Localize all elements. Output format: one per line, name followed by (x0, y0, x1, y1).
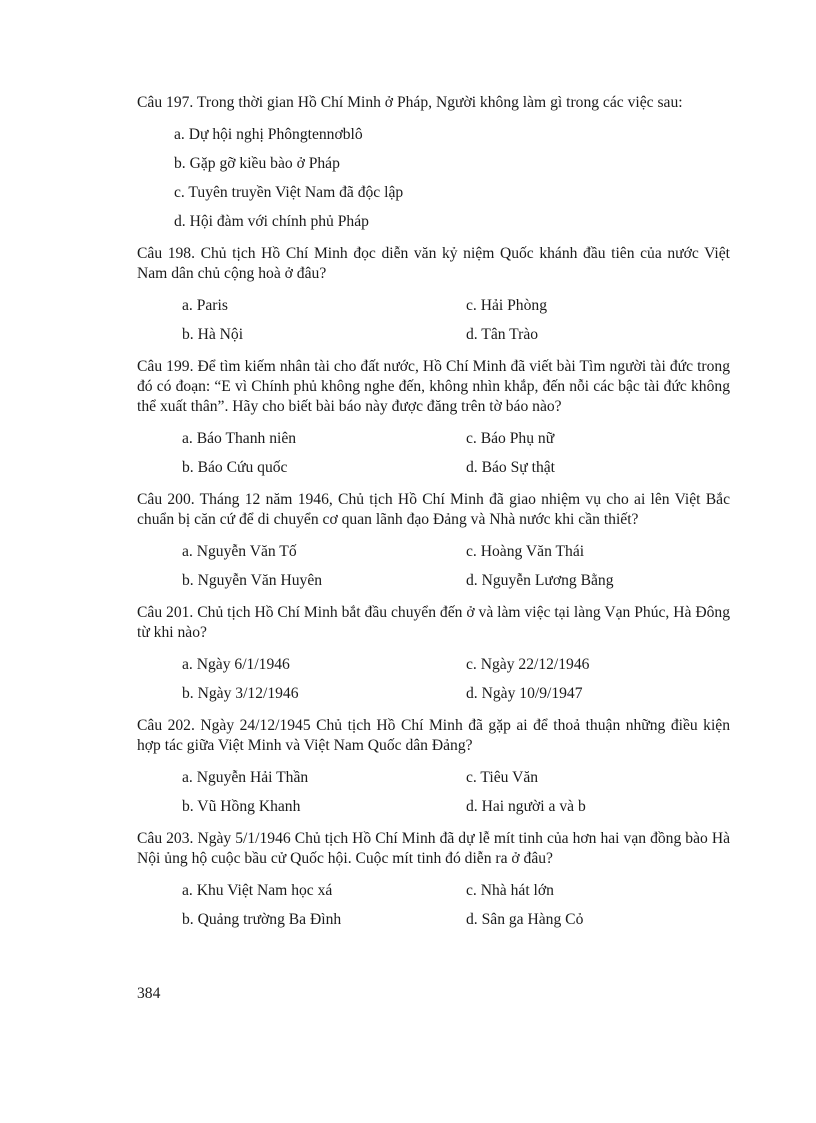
option-c: c. Báo Phụ nữ (466, 430, 555, 447)
question-199 (137, 357, 730, 482)
option-a: a. Dự hội nghị Phôngtennơblô (174, 126, 363, 143)
option-d: d. Tân Trào (466, 326, 539, 343)
question-197 (137, 93, 730, 236)
option-b: b. Vũ Hồng Khanh (182, 798, 301, 815)
answer-options (137, 763, 730, 821)
option-c: c. Nhà hát lớn (466, 882, 554, 899)
option-d: d. Ngày 10/9/1947 (466, 685, 583, 702)
option-b: b. Ngày 3/12/1946 (182, 685, 299, 702)
option-b: b. Nguyễn Văn Huyên (182, 572, 323, 589)
option-c: c. Hoàng Văn Thái (466, 543, 585, 560)
question-text: Câu 198. Chủ tịch Hồ Chí Minh đọc diễn văn kỷ niệm Quốc khánh đầu tiên của nước Việt Nam dân chủ cộng hoà ở đâu? (137, 245, 730, 282)
option-a: a. Nguyễn Văn Tố (182, 543, 297, 560)
question-203 (137, 829, 730, 934)
question-text: Câu 201. Chủ tịch Hồ Chí Minh bắt đầu chuyển đến ở và làm việc tại làng Vạn Phúc, Hà Đông từ khi nào? (137, 604, 730, 641)
option-c: c. Tuyên truyền Việt Nam đã độc lập (174, 184, 404, 201)
option-a: a. Ngày 6/1/1946 (182, 656, 290, 673)
question-198 (137, 244, 730, 349)
question-text: Câu 197. Trong thời gian Hồ Chí Minh ở Pháp, Người không làm gì trong các việc sau: (137, 94, 683, 111)
option-b: b. Hà Nội (182, 326, 244, 343)
option-d: d. Sân ga Hàng Cỏ (466, 911, 584, 928)
option-a: a. Báo Thanh niên (182, 430, 297, 447)
answer-options (137, 876, 730, 934)
question-text: Câu 200. Tháng 12 năm 1946, Chủ tịch Hồ Chí Minh đã giao nhiệm vụ cho ai lên Việt Bắc chuẩn bị căn cứ để di chuyển cơ quan lãnh đạo Đảng và Nhà nước khi cần thiết? (137, 491, 730, 528)
option-b: b. Quảng trường Ba Đình (182, 911, 342, 928)
option-a: a. Paris (182, 297, 228, 314)
question-text: Câu 202. Ngày 24/12/1945 Chủ tịch Hồ Chí Minh đã gặp ai để thoả thuận những điều kiện hợp tác giữa Việt Minh và Việt Nam Quốc dân Đảng? (137, 717, 730, 754)
question-text: Câu 203. Ngày 5/1/1946 Chủ tịch Hồ Chí Minh đã dự lễ mít tinh của hơn hai vạn đồng bào Hà Nội ủng hộ cuộc bầu cử Quốc hội. Cuộc mít tinh đó diễn ra ở đâu? (137, 830, 730, 867)
option-d: d. Hai người a và b (466, 798, 586, 815)
option-c: c. Ngày 22/12/1946 (466, 656, 590, 673)
question-200 (137, 490, 730, 595)
answer-options (137, 120, 730, 236)
option-c: c. Tiêu Văn (466, 769, 539, 786)
option-c: c. Hải Phòng (466, 297, 547, 314)
answer-options (137, 291, 730, 349)
question-201 (137, 603, 730, 708)
option-a: a. Khu Việt Nam học xá (182, 882, 333, 899)
page-number: 384 (137, 985, 161, 1002)
option-b: b. Báo Cứu quốc (182, 459, 288, 476)
question-text: Câu 199. Để tìm kiếm nhân tài cho đất nước, Hồ Chí Minh đã viết bài Tìm người tài đức trong đó có đoạn: “E vì Chính phủ không nghe đến, không nhìn khắp, đến nỗi các bậc tài đức không thể xuất thân”. Hãy cho biết bài báo này được đăng trên tờ báo nào? (137, 358, 730, 415)
page-content (137, 93, 730, 942)
option-a: a. Nguyễn Hải Thần (182, 769, 309, 786)
question-202 (137, 716, 730, 821)
answer-options (137, 537, 730, 595)
answer-options (137, 424, 730, 482)
option-d: d. Hội đàm với chính phủ Pháp (174, 213, 369, 230)
option-d: d. Nguyễn Lương Bằng (466, 572, 614, 589)
option-b: b. Gặp gỡ kiều bào ở Pháp (174, 155, 340, 172)
answer-options (137, 650, 730, 708)
option-d: d. Báo Sự thật (466, 459, 556, 476)
